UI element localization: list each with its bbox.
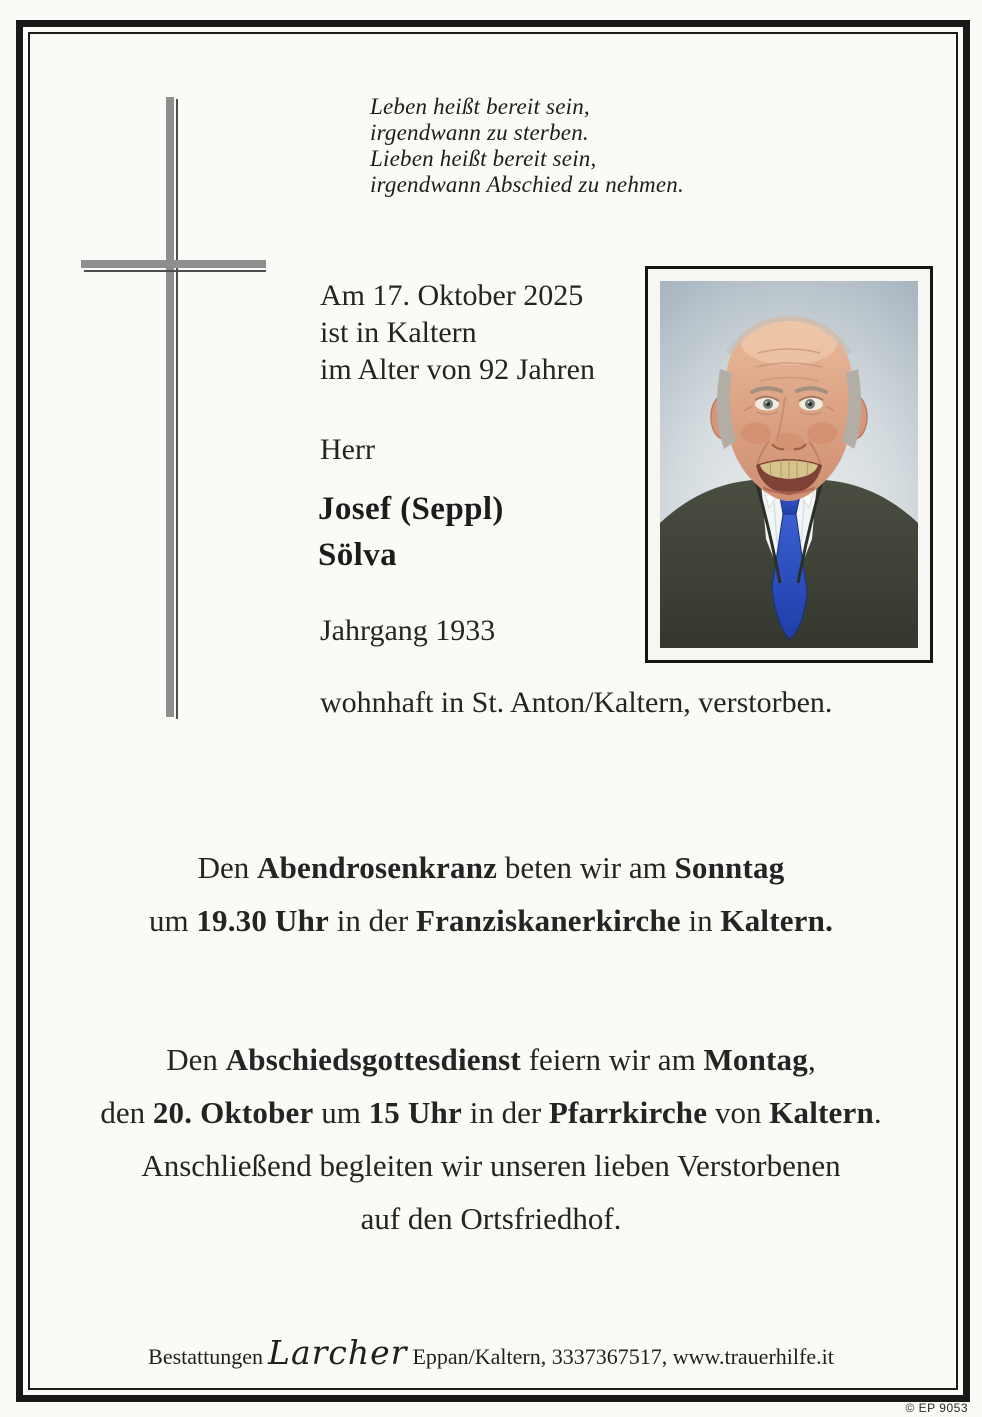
funeral-announcement (0, 1033, 982, 1245)
deceased-name (318, 486, 504, 578)
cross-horizontal-shadow (84, 270, 266, 272)
deceased-name-line1: Josef (Seppl) (318, 491, 504, 527)
funeral-home-line: Bestattungen Larcher Eppan/Kaltern, 3337367517, www.trauerhilfe.it (148, 1333, 834, 1372)
poem-line: Leben heißt bereit sein, (370, 94, 590, 119)
death-place-line: ist in Kaltern (320, 316, 477, 349)
deceased-name-line2: Sölva (318, 537, 398, 573)
death-date-line: Am 17. Oktober 2025 (320, 279, 584, 312)
cross-horizontal-bar (81, 260, 266, 268)
rosary-line2: um 19.30 Uhr in der Franziskanerkirche in Kaltern. (148, 903, 834, 938)
salutation: Herr (320, 433, 375, 466)
portrait-photo (645, 266, 933, 663)
poem-line: irgendwann zu sterben. (370, 120, 589, 145)
poem-line: irgendwann Abschied zu nehmen. (370, 172, 684, 197)
birth-year: Jahrgang 1933 (320, 614, 496, 647)
rosary-line1: Den Abendrosenkranz beten wir am Sonntag (197, 850, 785, 885)
funeral-line2: den 20. Oktober um 15 Uhr in der Pfarrkirche von Kaltern. (100, 1095, 882, 1130)
death-age-line: im Alter von 92 Jahren (320, 353, 595, 386)
memorial-poem (370, 94, 684, 198)
cross-icon (81, 97, 271, 719)
rosary-announcement (0, 841, 982, 947)
residence-line: wohnhaft in St. Anton/Kaltern, verstorben. (320, 686, 833, 719)
funeral-line1: Den Abschiedsgottesdienst feiern wir am Montag, (166, 1042, 816, 1077)
portrait-image (660, 281, 918, 648)
funeral-line4: auf den Ortsfriedhof. (360, 1201, 622, 1236)
cross-vertical-bar (166, 97, 174, 717)
funeral-line3: Anschließend begleiten wir unseren lieben Verstorbenen (141, 1148, 841, 1183)
death-date-block (320, 277, 595, 388)
print-code: © EP 9053 (905, 1401, 968, 1415)
poem-line: Lieben heißt bereit sein, (370, 146, 597, 171)
cross-vertical-shadow (176, 99, 178, 719)
